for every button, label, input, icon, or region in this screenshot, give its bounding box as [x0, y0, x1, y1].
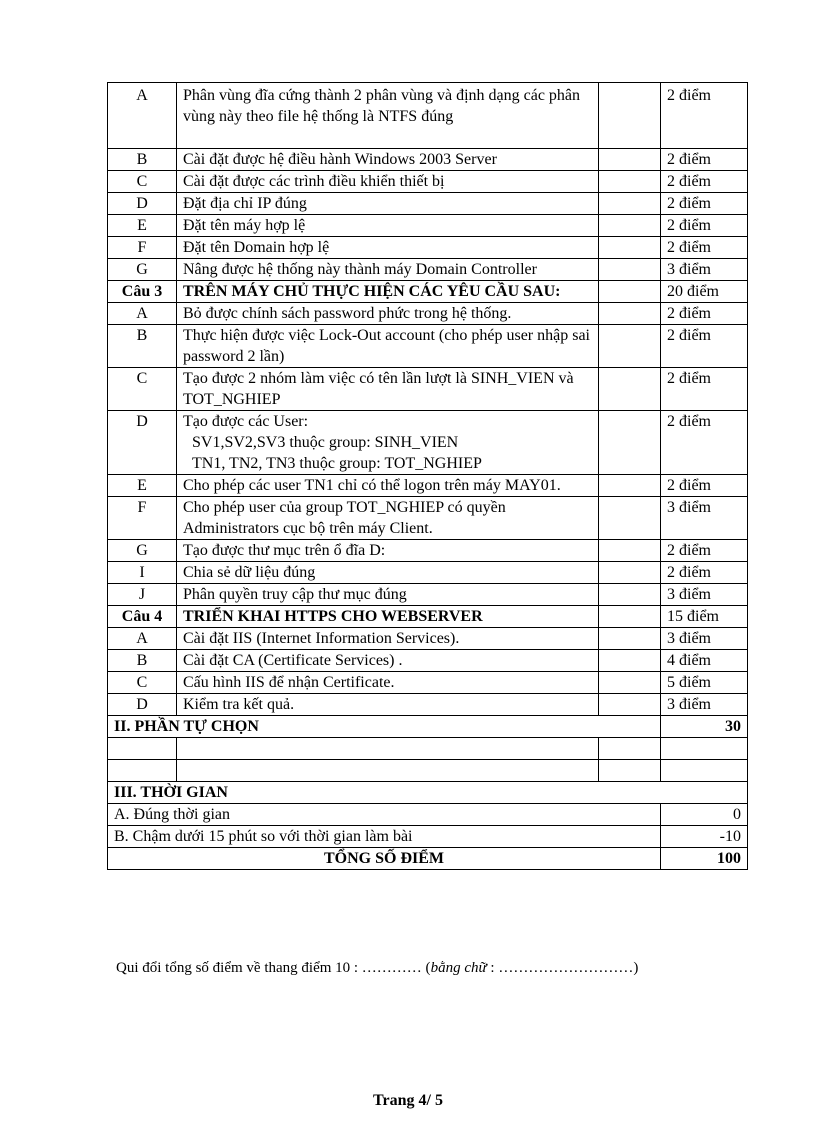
item-desc: Cài đặt IIS (Internet Information Services). — [177, 628, 599, 650]
section-header-row — [108, 716, 748, 738]
item-points: 4 điểm — [661, 650, 748, 672]
item-points: 2 điểm — [661, 149, 748, 171]
conversion-suffix: : ………………………) — [486, 960, 639, 976]
table-row — [108, 804, 748, 826]
item-points: 2 điểm — [661, 562, 748, 584]
table-row — [108, 672, 748, 694]
item-key: D — [108, 411, 177, 475]
section-title: TRIỂN KHAI HTTPS CHO WEBSERVER — [177, 606, 599, 628]
section-title: TRÊN MÁY CHỦ THỰC HIỆN CÁC YÊU CẦU SAU: — [177, 281, 599, 303]
grading-table — [107, 82, 748, 870]
item-desc: A. Đúng thời gian — [108, 804, 661, 826]
table-row — [108, 411, 748, 475]
item-desc: Cấu hình IIS để nhận Certificate. — [177, 672, 599, 694]
item-desc: Cài đặt CA (Certificate Services) . — [177, 650, 599, 672]
table-row — [108, 584, 748, 606]
total-label: TỔNG SỐ ĐIỂM — [108, 848, 661, 870]
table-row — [108, 259, 748, 281]
item-points: 3 điểm — [661, 259, 748, 281]
page-number: Trang 4/ 5 — [373, 1092, 443, 1109]
total-points: 100 — [661, 848, 748, 870]
item-key: B — [108, 149, 177, 171]
table-row — [108, 237, 748, 259]
score-conversion-line — [116, 960, 638, 977]
item-key: C — [108, 672, 177, 694]
item-key: E — [108, 475, 177, 497]
item-points: 2 điểm — [661, 368, 748, 411]
table-row — [108, 826, 748, 848]
item-key: J — [108, 584, 177, 606]
item-desc-line: Tạo được các User: — [183, 413, 309, 430]
item-desc: B. Chậm dưới 15 phút so với thời gian làm bài — [108, 826, 661, 848]
item-key: B — [108, 650, 177, 672]
table-row — [108, 475, 748, 497]
table-row — [108, 83, 748, 149]
table-row — [108, 738, 748, 760]
item-key: I — [108, 562, 177, 584]
item-points: 2 điểm — [661, 193, 748, 215]
item-points: 2 điểm — [661, 303, 748, 325]
section-title: II. PHẦN TỰ CHỌN — [108, 716, 661, 738]
item-points: 5 điểm — [661, 672, 748, 694]
table-row — [108, 368, 748, 411]
item-key: D — [108, 694, 177, 716]
item-key: F — [108, 237, 177, 259]
item-key: G — [108, 259, 177, 281]
item-desc: Cài đặt được hệ điều hành Windows 2003 Server — [177, 149, 599, 171]
item-desc: Cho phép các user TN1 chỉ có thể logon trên máy MAY01. — [177, 475, 599, 497]
total-row — [108, 848, 748, 870]
section-title: III. THỜI GIAN — [108, 782, 748, 804]
section-points: 30 — [661, 716, 748, 738]
item-desc-line: TN1, TN2, TN3 thuộc group: TOT_NGHIEP — [192, 455, 482, 472]
conversion-italic: bằng chữ — [430, 960, 487, 976]
item-points: 2 điểm — [661, 475, 748, 497]
item-points: 3 điểm — [661, 694, 748, 716]
section-header-row — [108, 782, 748, 804]
item-key: A — [108, 628, 177, 650]
item-desc — [177, 411, 599, 475]
item-points: 2 điểm — [661, 215, 748, 237]
item-desc: Đặt địa chỉ IP đúng — [177, 193, 599, 215]
item-points: 2 điểm — [661, 171, 748, 193]
section-points: 15 điểm — [661, 606, 748, 628]
item-desc: Phân quyền truy cập thư mục đúng — [177, 584, 599, 606]
item-key: A — [108, 83, 177, 149]
section-key: Câu 4 — [108, 606, 177, 628]
item-key: C — [108, 368, 177, 411]
item-desc: Cài đặt được các trình điều khiển thiết bị — [177, 171, 599, 193]
item-points: 2 điểm — [661, 411, 748, 475]
table-row — [108, 760, 748, 782]
table-row — [108, 171, 748, 193]
item-desc: Thực hiện được việc Lock-Out account (cho phép user nhập sai password 2 lần) — [177, 325, 599, 368]
item-desc: Chia sẻ dữ liệu đúng — [177, 562, 599, 584]
item-points: 3 điểm — [661, 628, 748, 650]
item-key: G — [108, 540, 177, 562]
item-desc: Tạo được 2 nhóm làm việc có tên lần lượt là SINH_VIEN và TOT_NGHIEP — [177, 368, 599, 411]
item-desc: Kiểm tra kết quả. — [177, 694, 599, 716]
item-points: 2 điểm — [661, 83, 748, 149]
item-key: C — [108, 171, 177, 193]
section-header-row — [108, 281, 748, 303]
item-key: A — [108, 303, 177, 325]
item-points: 2 điểm — [661, 237, 748, 259]
item-key: F — [108, 497, 177, 540]
item-desc: Phân vùng đĩa cứng thành 2 phân vùng và định dạng các phân vùng này theo file hệ thống là NTFS đúng — [177, 83, 599, 149]
item-desc-line: SV1,SV2,SV3 thuộc group: SINH_VIEN — [192, 434, 459, 451]
item-desc: Tạo được thư mục trên ổ đĩa D: — [177, 540, 599, 562]
conversion-prefix: Qui đổi tổng số điểm về thang điểm 10 : ………… ( — [116, 960, 431, 976]
item-points: 3 điểm — [661, 584, 748, 606]
table-row — [108, 497, 748, 540]
item-key: B — [108, 325, 177, 368]
table-row — [108, 325, 748, 368]
item-desc: Nâng được hệ thống này thành máy Domain Controller — [177, 259, 599, 281]
item-points: 0 — [661, 804, 748, 826]
table-row — [108, 303, 748, 325]
section-header-row — [108, 606, 748, 628]
table-row — [108, 650, 748, 672]
item-points: 2 điểm — [661, 325, 748, 368]
item-key: D — [108, 193, 177, 215]
item-desc: Cho phép user của group TOT_NGHIEP có quyền Administrators cục bộ trên máy Client. — [177, 497, 599, 540]
table-row — [108, 149, 748, 171]
item-points: -10 — [661, 826, 748, 848]
item-desc: Đặt tên máy hợp lệ — [177, 215, 599, 237]
item-points: 3 điểm — [661, 497, 748, 540]
table-row — [108, 540, 748, 562]
table-row — [108, 215, 748, 237]
item-key: E — [108, 215, 177, 237]
table-row — [108, 562, 748, 584]
section-key: Câu 3 — [108, 281, 177, 303]
table-row — [108, 628, 748, 650]
item-desc: Đặt tên Domain hợp lệ — [177, 237, 599, 259]
section-points: 20 điểm — [661, 281, 748, 303]
item-desc: Bỏ được chính sách password phức trong hệ thống. — [177, 303, 599, 325]
table-row — [108, 193, 748, 215]
table-row — [108, 694, 748, 716]
item-points: 2 điểm — [661, 540, 748, 562]
